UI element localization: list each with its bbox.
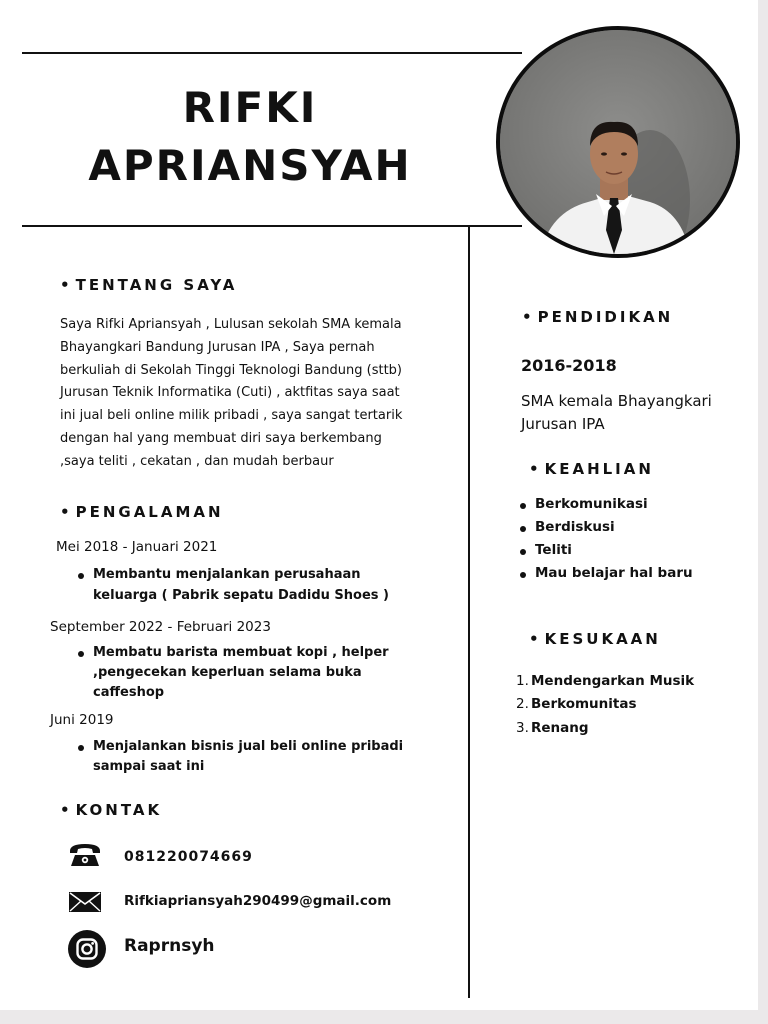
education-heading: • PENDIDIKAN — [522, 308, 674, 326]
experience-period: September 2022 - Februari 2023 — [50, 619, 271, 635]
bullet-dot — [78, 651, 84, 657]
bullet-dot — [520, 549, 526, 555]
contact-email[interactable]: Rifkiapriansyah290499@gmail.com — [124, 893, 392, 909]
first-name: RIFKI — [182, 83, 318, 132]
skill-item: Mau belajar hal baru — [535, 565, 693, 581]
bullet-dot — [78, 745, 84, 751]
experience-detail: ,pengecekan keperluan selama buka — [93, 665, 362, 680]
contact-heading: • KONTAK — [60, 801, 163, 819]
skill-item: Berdiskusi — [535, 519, 615, 535]
header-bottom-rule — [22, 225, 522, 227]
instagram-icon — [67, 929, 107, 969]
bullet-dot — [520, 572, 526, 578]
last-name: APRIANSYAH — [88, 141, 412, 190]
education-major: Jurusan IPA — [521, 415, 605, 433]
mail-icon — [68, 891, 102, 913]
experience-detail: Menjalankan bisnis jual beli online pribadi — [93, 739, 404, 754]
likes-heading: • KESUKAAN — [529, 630, 661, 648]
phone-icon — [68, 842, 102, 868]
like-number: 1. — [516, 673, 529, 689]
experience-detail: keluarga ( Pabrik sepatu Dadidu Shoes ) — [93, 588, 389, 603]
profile-photo — [496, 26, 740, 258]
like-item: Mendengarkan Musik — [531, 673, 695, 689]
skills-heading: • KEAHLIAN — [529, 460, 654, 478]
education-years: 2016-2018 — [521, 356, 617, 375]
experience-heading: • PENGALAMAN — [60, 503, 224, 521]
about-line: ini jual beli online milik pribadi , saya sangat tertarik — [60, 408, 403, 424]
about-line: Saya Rifki Apriansyah , Lulusan sekolah SMA kemala — [60, 317, 402, 332]
experience-period: Juni 2019 — [50, 712, 114, 728]
skill-item: Berkomunikasi — [535, 496, 648, 512]
experience-detail: Membantu menjalankan perusahaan — [93, 567, 361, 582]
like-item: Berkomunitas — [531, 696, 637, 712]
experience-detail: Membatu barista membuat kopi , helper — [93, 645, 389, 660]
about-line: dengan hal yang membuat diri saya berkembang — [60, 430, 382, 446]
experience-detail: sampai saat ini — [93, 759, 205, 774]
bullet-dot — [520, 526, 526, 532]
skill-item: Teliti — [535, 542, 572, 558]
like-number: 2. — [516, 696, 529, 712]
bullet-dot — [520, 503, 526, 509]
about-line: Bhayangkari Bandung Jurusan IPA , Saya pernah — [60, 339, 375, 355]
about-paragraph — [60, 314, 460, 474]
like-number: 3. — [516, 720, 529, 736]
contact-phone: 081220074669 — [124, 849, 253, 865]
about-line: ,saya teliti , cekatan , dan mudah berbaur — [60, 453, 334, 469]
about-line: berkuliah di Sekolah Tinggi Teknologi Bandung (sttb) — [60, 362, 402, 378]
contact-instagram[interactable]: Raprnsyh — [124, 936, 215, 956]
education-school: SMA kemala Bhayangkari — [521, 392, 712, 410]
bullet-dot — [78, 573, 84, 579]
about-heading: • TENTANG SAYA — [60, 276, 238, 294]
experience-detail: caffeshop — [93, 685, 165, 700]
about-line: Jurusan Teknik Informatika (Cuti) , aktfitas saya saat — [60, 385, 400, 401]
like-item: Renang — [531, 720, 589, 736]
experience-period: Mei 2018 - Januari 2021 — [56, 539, 218, 555]
header-top-rule — [22, 52, 522, 54]
column-divider — [468, 226, 470, 998]
